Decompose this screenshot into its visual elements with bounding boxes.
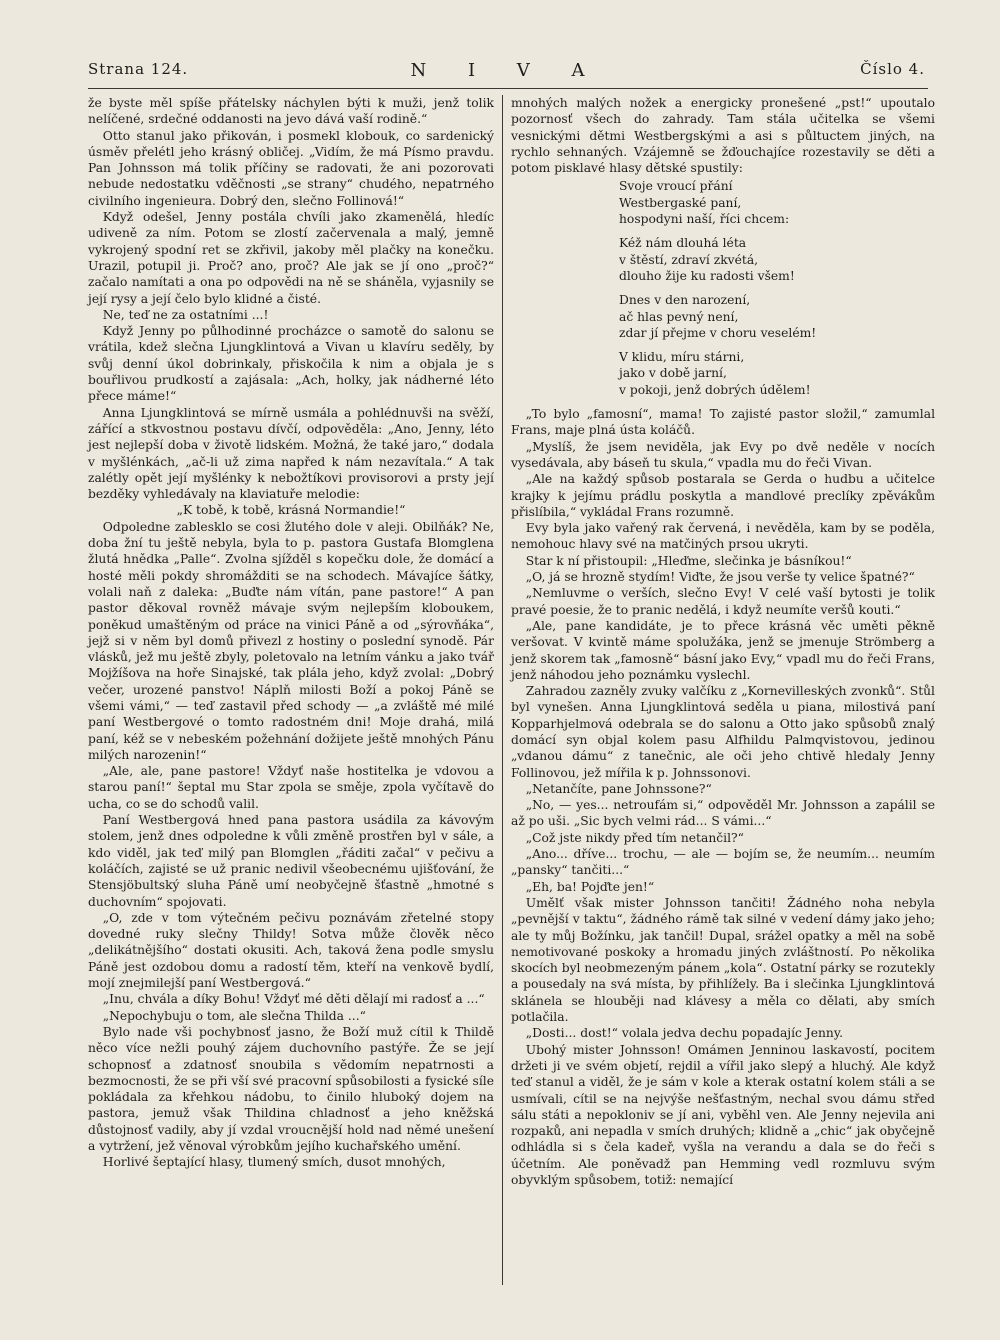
issue-number-label: Číslo 4.: [860, 60, 925, 78]
paragraph: Když odešel, Jenny postála chvíli jako zkamenělá, hledíc udiveně za ním. Potom se zlostí začervenala a malý, jemně vykrojený spodní ret se zkřivil, jakoby měl plačky na konečku. Urazil, potupil ji. Proč? ano, proč? Ale jak se jí ono „proč?“ začalo namítati a ona po odpovědi na ně se sháněla, vyjasnily se její rysy a její čelo bylo klidné a čisté.: [88, 210, 494, 306]
poem-line: zdar jí přejme v choru veselém!: [619, 325, 817, 340]
paragraph: „O, já se hrozně stydím! Viďte, že jsou verše ty velice špatné?“: [525, 570, 915, 585]
paragraph: Otto stanul jako přikován, i posmekl klobouk, co sardenický úsměv přelétl jeho krásný obličej. „Vidím, že má Písmo pravdu. Pan Johnsson má tolik příčiny se radovati, že ani pozorovati nebude nedostatku vděčnosti „se strany“ chudého, nepatrného civilního ingenieura. Dobrý den, slečno Follinová!“: [88, 128, 494, 208]
paragraph: „Ale, ale, pane pastore! Vždyť naše hostitelka je vdovou a starou paní!“ šeptal mu Star zpola se směje, zpola vyčítavě do ucha, co se do schodů valil.: [88, 764, 494, 811]
header-rule: [88, 88, 928, 89]
paragraph: „O, zde v tom výtečném pečivu poznávám zřetelné stopy dovedné ruky slečny Thildy! Sotva může člověk něco „delikátnějšího“ dostati okusiti. Ach, taková žena podle smyslu Páně jest ozdobou domu a radostí těm, kteří na venkově bydlí, mojí znejmilejší paní Westbergová.“: [88, 910, 494, 991]
paragraph: Horlivé šeptající hlasy, tlumený smích, dusot mnohých,: [102, 1155, 446, 1170]
paragraph: Zahradou zazněly zvuky valčíku z „Kornevilleských zvonků“. Stůl byl vynešen. Anna Ljungklintová seděla u piana, milostivá paní Kopparhjelmová odebrala se do salonu a Otto jako spůsobů znalý domácí syn objal kolem pasu Alfhildu Palmqvistovou, jedinou „vdanou dámu“ z tanečnic, ale oči jeho chtivě hledaly Jenny Follinovou, jež mířila k p. Johnssonovi.: [511, 684, 935, 780]
poem-line: v štěstí, zdraví zkvétá,: [619, 252, 759, 267]
paragraph: Bylo nade vši pochybnosť jasno, že Boží muž cítil k Thildě něco více nežli pouhý zájem duchovního pastýře. Že se její schopnosť a zdatnosť snoubila s vědomím nepatrnosti a bezmocnosti, že se při vší své pracovní spůsobilosti a fysické síle pokládala za křehkou nádobu, to činilo hluboký dojem na pastora, jemuž však Thildina chladnosť a jeho kněžská důstojnosť vadily, aby jí vzdal vroucnější hold nad němé unešení a vytržení, jež věnoval výrobkům jejího kuchařského umění.: [88, 1024, 494, 1153]
poem-stanza: [619, 349, 935, 398]
poem-stanza: [619, 235, 935, 284]
quoted-song-line: „K tobě, k tobě, krásná Normandie!“: [176, 503, 406, 518]
poem-line: Dnes v den narození,: [619, 293, 751, 308]
poem-line: Westbergaské paní,: [619, 195, 742, 210]
column-divider: [502, 95, 503, 1285]
paragraph: mnohých malých nožek a energicky pronešené „pst!“ upoutalo pozornosť všech do zahrady. Tam stála učitelka se všemi vesnickými dětmi Westbergskými a asi s půltuctem jiných, na rychlo sehnaných. Vzájemně se žďouchajíce rozestavily se děti a potom pisklavé hlasy dětské spustily:: [511, 96, 935, 176]
page-number-label: Strana 124.: [88, 60, 189, 78]
poem-line: v pokoji, jenž dobrých údělem!: [619, 382, 811, 397]
paragraph: „Ale na každý spůsob postarala se Gerda o hudbu a učitelce krajky k jejímu prádlu poskytla a mandlové preclíky zpěvákům přislíbila,“ vykládal Frans rozumně.: [511, 472, 935, 519]
paragraph: „Nemluvme o verších, slečno Evy! V celé vaší bytosti je tolik pravé poesie, že to pranic nedělá, i když neumíte veršů kouti.“: [511, 586, 935, 617]
poem-stanza: [619, 178, 935, 227]
paragraph: „No, — yes... netroufám si,“ odpověděl Mr. Johnsson a zapálil se až po uši. „Sic bych velmi rád... S vámi...“: [511, 798, 935, 829]
paragraph: „Myslíš, že jsem neviděla, jak Evy po dvě neděle v nocích vysedávala, aby báseň tu skula,“ vpadla mu do řeči Vivan.: [511, 439, 935, 470]
paragraph: Paní Westbergová hned pana pastora usádila za kávovým stolem, jenž dnes odpoledne k vůli změně prostřen byl v sále, a kdo viděl, jak teď milý pan Blomglen „řáditi začal“ v pečivu a koláčích, zajisté se už pranic nedivil všeobecnému ujišťování, že Stensjöbultský sluha Páně umí neobyčejně šťastně „hmotné s duchovním“ spojovati.: [88, 813, 494, 909]
poem-line: Kéž nám dlouhá léta: [619, 236, 747, 251]
poem-line: hospodyni naší, říci chcem:: [619, 212, 790, 227]
paragraph: Evy byla jako vařený rak červená, i nevěděla, kam by se poděla, nemohouc hlavy své na matčiných prsou ukryti.: [511, 521, 935, 552]
running-head: [88, 60, 925, 84]
paragraph: Odpoledne zablesklo se cosi žlutého dole v aleji. Obilňák? Ne, doba žní tu ještě nebyla, byla to p. pastora Gustafa Blomglena žlutá hnědka „Palle“. Zvolna sjížděl s kopečku dole, že domácí a hosté měli pokdy shromážditi se na schodech. Mávajíce šátky, volali naň z daleka: „Buďte nám vítán, pane pastore!“ A pan pastor děkoval rovněž mávaje svým nejlepším kloboukem, poněkud umaštěným od práce na vinici Páně a od „sýrovňáka“, jejž si v něm byl domů přivezl z hostiny o poslední synodě. Pár vlásků, jež mu ještě zbyly, poletovalo na letním vánku a jako tvář Mojžíšova na hoře Sinajské, tak plála jeho, když zvolal: „Dobrý večer, urozené panstvo! Náplň milosti Boží a pokoj Páně se všemi vámi,“ — teď zastavil před schody — „a zvláště mé milé paní Westbergové o tomto radostném dni! Moje drahá, milá paní, kéž se v nebeském požehnání dožijete ještě mnohých Pánu milých narozenin!“: [88, 519, 494, 762]
poem-line: V klidu, míru stárni,: [619, 350, 745, 365]
paragraph: „Což jste nikdy před tím netančil?“: [525, 830, 744, 845]
paragraph: „Dosti... dost!“ volala jedva dechu popadajíc Jenny.: [525, 1026, 844, 1041]
paragraph: Anna Ljungklintová se mírně usmála a pohlédnuvši na svěží, zářící a stkvostnou postavu dívčí, odpověděla: „Ano, Jenny, léto jest nejlepší doba v životě lidském. Možná, že také jaro,“ dodala v myšlénkách, „ač-li už zima napřed k nám nezavítala.“ A tak zalétly opět její myšlénky k nebožtíkovi provisorovi a prsty její bezděky vyhledávaly na klaviatuře melodie:: [88, 405, 494, 502]
paragraph: „Ano... dříve... trochu, — ale — bojím se, že neumím... neumím „pansky“ tančiti...“: [511, 847, 935, 878]
poem-line: Svoje vroucí přání: [619, 179, 733, 194]
paragraph: „Nepochybuju o tom, ale slečna Thilda ...“: [102, 1008, 366, 1023]
paragraph: že byste měl spíše přátelsky náchylen býti k muži, jenž tolik nelíčené, srdečné oddanosti na jevo dává vaší rodině.“: [88, 96, 494, 127]
poem-stanza: [619, 292, 935, 341]
right-column: [511, 95, 935, 1188]
paragraph: „Ale, pane kandidáte, je to přece krásná věc uměti pěkně veršovat. V kvintě máme spolužáka, jenž se jmenuje Strömberg a jenž skorem tak „famosně“ básní jako Evy,“ vpadl mu do řeči Frans, jenž náhodou jeho poznámku vyslechl.: [511, 618, 935, 682]
paragraph: „Eh, ba! Pojďte jen!“: [525, 879, 655, 894]
paragraph: Když Jenny po půlhodinné procházce o samotě do salonu se vrátila, kdež slečna Ljungklintová a Vivan u klavíru seděly, by svůj denní úkol dobrinkaly, přiskočila k nim a objala je s bouřlivou prudkostí a zajásala: „Ach, holky, jak nádherné léto přece máme!“: [88, 324, 494, 404]
left-column: [88, 95, 494, 1171]
journal-title: N I V A: [410, 60, 603, 81]
paragraph: Star k ní přistoupil: „Hleďme, slečinka je básníkou!“: [525, 553, 852, 568]
poem-line: ač hlas pevný není,: [619, 309, 739, 324]
paragraph: Ne, teď ne za ostatními ...!: [102, 307, 269, 322]
poem-line: jako v době jarní,: [619, 366, 727, 381]
paragraph: „Inu, chvála a díky Bohu! Vždyť mé děti dělají mi radosť a ...“: [102, 992, 485, 1007]
paragraph: „Netančíte, pane Johnssone?“: [525, 781, 712, 796]
paragraph: „To bylo „famosní“, mama! To zajisté pastor složil,“ zamumlal Frans, maje plná ústa koláčů.: [511, 407, 935, 438]
paragraph: Umělť však mister Johnsson tančiti! Žádného noha nebyla „pevnější v taktu“, žádného rámě tak silné v vedení dámy jako jeho; ale ty můj Božínku, jak tančil! Dupal, srážel opatky a měl na sobě nemotivované poskoky a hromadu jiných zvláštností. Po několika skocích byl neobmezeným pánem „kola“. Ostatní párky se rozutekly a pousedaly na svá místa, by přihlížely. Ba i slečinka Ljungklintová sklánela se hlouběji nad klávesy a měla co dělati, aby smích potlačila.: [511, 895, 936, 1025]
poem-line: dlouho žije ku radosti všem!: [619, 268, 795, 283]
paragraph: Ubohý mister Johnsson! Omámen Jenninou laskavostí, pocitem držeti ji ve svém objetí, rejdil a vířil jako slepý a hluchý. Ale když teď stanul a viděl, že je sám v kole a kterak ostatní kolem stáli a se usmívali, cítil se na nejvýše nešťastným, nechal svou dámu střed sálu státi a nepokloniv se jí ani, vyběhl ven. Ale Jenny nejevila ani rozpaků, ani nepadla v smích druhých; klidně a „chic“ jak obyčejně odhládla si s čela kadeř, vyšla na verandu a dala se do řeči s účetním. Ale poněvadž pan Hemming vedl rozmluvu svým obyvklým spůsobem, totiž: nemající: [511, 1042, 935, 1187]
birthday-poem: [619, 178, 935, 398]
